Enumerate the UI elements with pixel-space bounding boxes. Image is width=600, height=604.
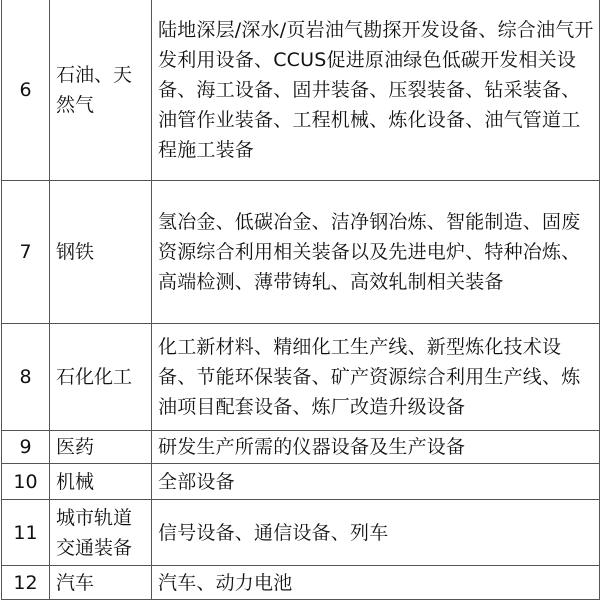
equipment-cell: 化工新材料、精细化工生产线、新型炼化技术设备、节能环保装备、矿产资源综合利用生产线、炼油项目配套设备、炼厂改造升级设备 — [152, 324, 600, 431]
table-row — [2, 181, 600, 324]
table-row — [2, 324, 600, 431]
industry-cell: 汽车 — [50, 566, 152, 600]
row-number: 8 — [2, 324, 50, 431]
equipment-cell: 全部设备 — [152, 464, 600, 500]
row-number: 9 — [2, 431, 50, 464]
industry-cell: 城市轨道交通装备 — [50, 500, 152, 566]
table-row — [2, 500, 600, 566]
industry-cell: 石油、天然气 — [50, 0, 152, 181]
industry-cell: 医药 — [50, 431, 152, 464]
equipment-cell: 信号设备、通信设备、列车 — [152, 500, 600, 566]
row-number: 6 — [2, 0, 50, 181]
row-number: 7 — [2, 181, 50, 324]
table-row — [2, 464, 600, 500]
row-number: 11 — [2, 500, 50, 566]
equipment-table — [1, 0, 600, 600]
row-number: 12 — [2, 566, 50, 600]
table-row — [2, 431, 600, 464]
table-row — [2, 566, 600, 600]
equipment-cell: 氢冶金、低碳冶金、洁净钢冶炼、智能制造、固废资源综合利用相关装备以及先进电炉、特种冶炼、高端检测、薄带铸轧、高效轧制相关装备 — [152, 181, 600, 324]
industry-cell: 钢铁 — [50, 181, 152, 324]
equipment-cell: 陆地深层/深水/页岩油气勘探开发设备、综合油气开发利用设备、CCUS促进原油绿色低碳开发相关设备、海工设备、固井装备、压裂装备、钻采装备、油管作业装备、工程机械、炼化设备、油气管道工程施工装备 — [152, 0, 600, 181]
table-row — [2, 0, 600, 181]
equipment-cell: 汽车、动力电池 — [152, 566, 600, 600]
industry-cell: 机械 — [50, 464, 152, 500]
industry-cell: 石化化工 — [50, 324, 152, 431]
equipment-cell: 研发生产所需的仪器设备及生产设备 — [152, 431, 600, 464]
row-number: 10 — [2, 464, 50, 500]
